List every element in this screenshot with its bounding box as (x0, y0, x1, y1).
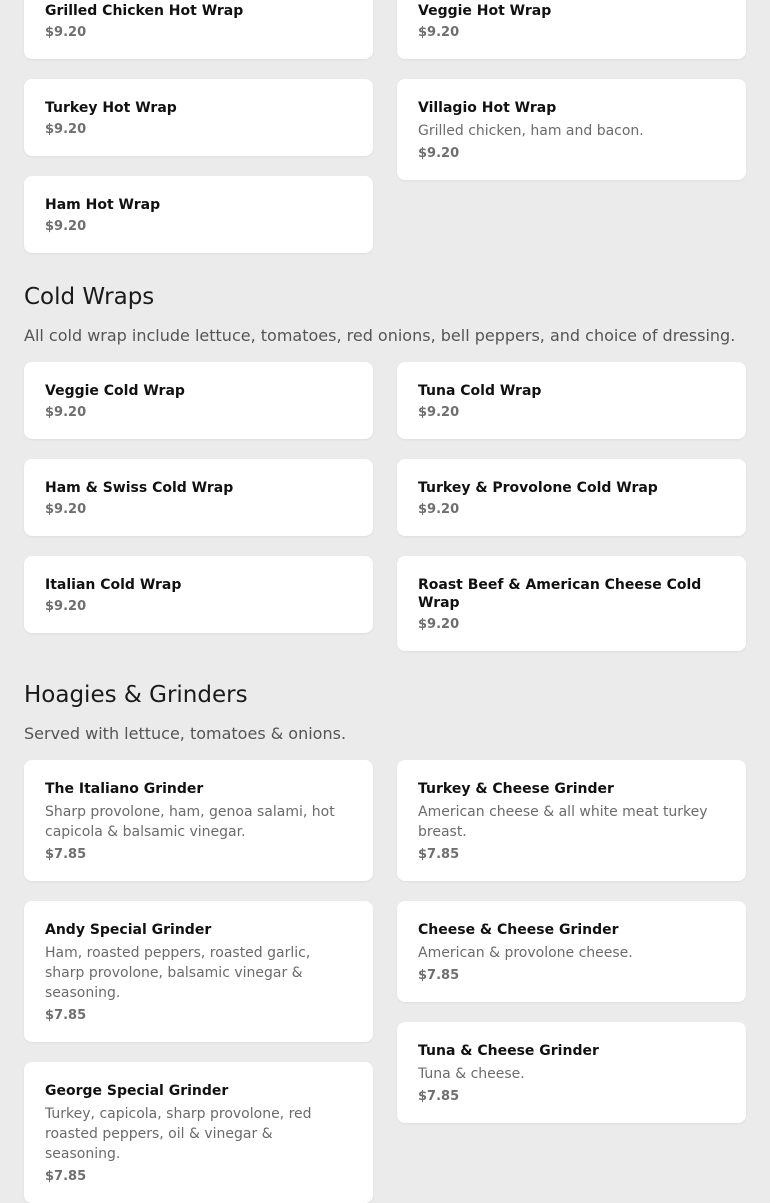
item-price: $9.20 (418, 146, 460, 161)
menu-item-card[interactable] (24, 79, 373, 156)
item-description: Grilled chicken, ham and bacon. (418, 123, 644, 139)
item-name: Turkey & Provolone Cold Wrap (418, 480, 658, 496)
item-name: Ham Hot Wrap (45, 197, 161, 213)
menu-item-card[interactable] (24, 760, 373, 881)
menu-item-card[interactable] (397, 556, 746, 651)
item-name: Villagio Hot Wrap (418, 100, 557, 116)
section-title-hoagies-grinders: Hoagies & Grinders (24, 682, 248, 708)
item-name: Tuna & Cheese Grinder (418, 1043, 599, 1059)
cold-wraps-grid (24, 362, 746, 651)
item-price: $7.85 (45, 1169, 87, 1184)
section-description-hoagies-grinders: Served with lettuce, tomatoes & onions. (24, 724, 347, 743)
menu-item-card[interactable] (397, 79, 746, 180)
item-name: Turkey & Cheese Grinder (418, 781, 614, 797)
item-price: $9.20 (45, 122, 87, 137)
item-description: American cheese & all white meat turkey breast. (418, 804, 708, 840)
menu-item-card[interactable] (24, 176, 373, 253)
menu-item-card[interactable] (397, 760, 746, 881)
item-name: Italian Cold Wrap (45, 577, 182, 593)
item-name: Cheese & Cheese Grinder (418, 922, 619, 938)
item-price: $7.85 (418, 847, 460, 862)
menu-item-card[interactable] (24, 362, 373, 439)
item-description: American & provolone cheese. (418, 945, 633, 961)
menu-item-card[interactable] (24, 0, 373, 59)
item-name: Tuna Cold Wrap (418, 383, 542, 399)
menu-item-card[interactable] (24, 556, 373, 633)
menu-item-card[interactable] (397, 362, 746, 439)
hoagies-right-column (397, 760, 746, 1123)
item-price: $9.20 (45, 405, 87, 420)
item-price: $9.20 (418, 25, 460, 40)
item-description: Turkey, capicola, sharp provolone, red roasted peppers, oil & vinegar & seasoning. (45, 1106, 312, 1162)
menu-item-card[interactable] (397, 1022, 746, 1123)
item-name: Andy Special Grinder (45, 922, 212, 938)
hot-wraps-left-column (24, 0, 373, 253)
item-name: Veggie Hot Wrap (418, 3, 552, 19)
item-description: Ham, roasted peppers, roasted garlic, sharp provolone, balsamic vinegar & seasoning. (45, 945, 311, 1001)
menu-item-card[interactable] (397, 901, 746, 1002)
cold-wraps-left-column (24, 362, 373, 633)
item-price: $7.85 (45, 1008, 87, 1023)
item-description: Sharp provolone, ham, genoa salami, hot capicola & balsamic vinegar. (45, 804, 335, 840)
item-description: Tuna & cheese. (418, 1066, 525, 1082)
hoagies-left-column (24, 760, 373, 1203)
item-price: $9.20 (45, 219, 87, 234)
hot-wraps-grid (24, 0, 746, 253)
menu-item-card[interactable] (24, 901, 373, 1042)
item-price: $9.20 (418, 502, 460, 517)
item-price: $9.20 (45, 502, 87, 517)
item-price: $9.20 (418, 405, 460, 420)
item-price: $9.20 (45, 25, 87, 40)
hot-wraps-right-column (397, 0, 746, 180)
item-name: Grilled Chicken Hot Wrap (45, 3, 244, 19)
item-price: $9.20 (45, 599, 87, 614)
item-name: George Special Grinder (45, 1083, 229, 1099)
menu-item-card[interactable] (24, 459, 373, 536)
hoagies-grid (24, 760, 746, 1203)
item-price: $7.85 (418, 1089, 460, 1104)
menu-item-card[interactable] (397, 0, 746, 59)
item-name: Veggie Cold Wrap (45, 383, 185, 399)
item-name: The Italiano Grinder (45, 781, 204, 797)
item-price: $7.85 (45, 847, 87, 862)
section-description-cold-wraps: All cold wrap include lettuce, tomatoes, red onions, bell peppers, and choice of dressing. (24, 326, 736, 345)
item-price: $9.20 (418, 617, 460, 632)
item-name: Ham & Swiss Cold Wrap (45, 480, 234, 496)
menu-item-card[interactable] (397, 459, 746, 536)
item-name: Turkey Hot Wrap (45, 100, 177, 116)
menu-content (24, 0, 746, 1203)
item-price: $7.85 (418, 968, 460, 983)
cold-wraps-right-column (397, 362, 746, 651)
menu-item-card[interactable] (24, 1062, 373, 1203)
item-name: Roast Beef & American Cheese Cold Wrap (418, 577, 702, 611)
section-title-cold-wraps: Cold Wraps (24, 284, 155, 310)
